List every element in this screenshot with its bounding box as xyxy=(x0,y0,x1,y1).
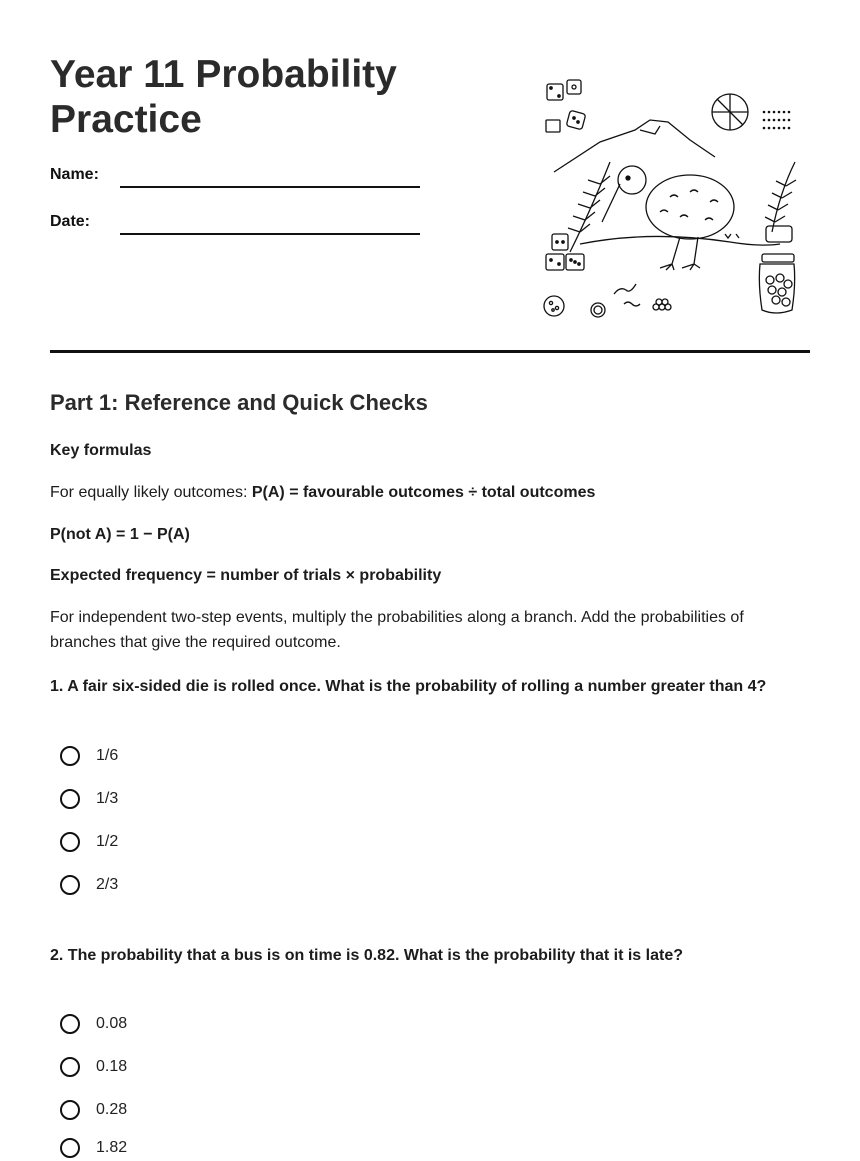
part1-heading: Part 1: Reference and Quick Checks xyxy=(50,390,428,415)
radio-button[interactable] xyxy=(60,875,80,895)
radio-button[interactable] xyxy=(60,746,80,766)
q2-option-3[interactable] xyxy=(60,1097,127,1123)
formula-prefix: For equally likely outcomes: xyxy=(50,484,252,501)
dice-stack-icon xyxy=(546,234,584,270)
formula-probability xyxy=(50,480,790,505)
formula-complement: P(not A) = 1 − P(A) xyxy=(50,526,190,543)
name-label: Name: xyxy=(50,166,99,183)
option-label: 0.28 xyxy=(96,1101,128,1118)
name-field-line[interactable] xyxy=(120,186,420,188)
formula-main: P(A) = favourable outcomes ÷ total outcomes xyxy=(251,484,596,501)
q2-option-2[interactable] xyxy=(60,1054,127,1080)
option-label: 0.18 xyxy=(96,1058,128,1075)
option-label: 1.82 xyxy=(96,1139,128,1156)
header-divider xyxy=(50,350,810,353)
option-label: 1/2 xyxy=(96,833,119,850)
q2-option-4[interactable] xyxy=(60,1135,127,1161)
q2-option-1[interactable] xyxy=(60,1011,127,1037)
radio-button[interactable] xyxy=(60,1014,80,1034)
coin-icon xyxy=(544,296,564,316)
independent-events-note: For independent two-step events, multiply the probabilities along a branch. Add the probabilities of branches that give the required outcome. xyxy=(50,609,744,651)
q1-option-3[interactable] xyxy=(60,829,118,855)
question-2: 2. The probability that a bus is on time is 0.82. What is the probability that it is late? xyxy=(50,947,683,964)
dice-icon xyxy=(546,80,586,132)
radio-button[interactable] xyxy=(60,1057,80,1077)
radio-button[interactable] xyxy=(60,832,80,852)
date-field-line[interactable] xyxy=(120,233,420,235)
kiwi-icon xyxy=(602,166,734,270)
question-1: 1. A fair six-sided die is rolled once. What is the probability of rolling a number greater than 4? xyxy=(50,678,767,695)
jar-icon xyxy=(759,226,794,313)
radio-button[interactable] xyxy=(60,1138,80,1158)
q1-option-4[interactable] xyxy=(60,872,118,898)
key-formulas-label: Key formulas xyxy=(50,442,152,459)
option-label: 1/6 xyxy=(96,747,119,764)
date-label: Date: xyxy=(50,213,91,230)
radio-button[interactable] xyxy=(60,1100,80,1120)
spinner-icon xyxy=(712,94,748,130)
page-title: Year 11 Probability Practice xyxy=(50,53,397,141)
dot-grid-icon xyxy=(763,111,791,130)
radio-button[interactable] xyxy=(60,789,80,809)
q1-option-2[interactable] xyxy=(60,786,118,812)
kiwi-bird-probability-illustration xyxy=(540,72,810,328)
formula-expected-frequency: Expected frequency = number of trials × probability xyxy=(50,567,442,584)
option-label: 0.08 xyxy=(96,1015,128,1032)
option-label: 2/3 xyxy=(96,876,119,893)
option-label: 1/3 xyxy=(96,790,119,807)
q1-option-1[interactable] xyxy=(60,743,118,769)
